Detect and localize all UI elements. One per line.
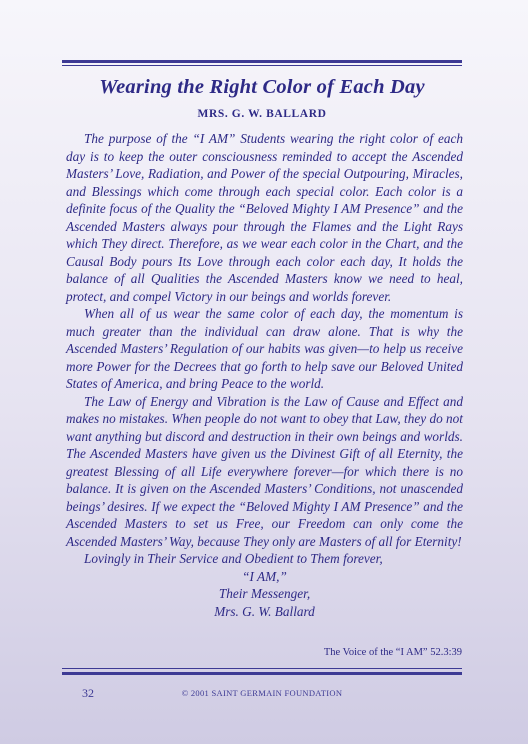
- closing-messenger: Their Messenger,: [218, 586, 311, 601]
- top-rule-thin: [62, 65, 462, 66]
- article-body: [66, 130, 463, 620]
- closing-signature: Mrs. G. W. Ballard: [214, 603, 315, 619]
- signature-block: [66, 568, 463, 621]
- paragraph-4: Lovingly in Their Service and Obedient to Them forever,: [84, 551, 383, 566]
- page-number: 32: [82, 686, 94, 700]
- closing-i-am: “I AM,”: [242, 568, 287, 584]
- paragraph-3: The Law of Energy and Vibration is the Law of Cause and Effect and makes no mistakes. When people do not want to obey that Law, they do not want anything but discord and destruction in their own beings and worlds. The Ascended Masters have given us the Divinest Gift of all Eternity, the greatest Blessing of all Life everywhere forever—for which there is no balance. It is given on the Ascended Masters’ Conditions, not unascended beings’ desires. If we expect the “Beloved Mighty I AM Presence” and the Ascended Masters to set us Free, our Freedom can only come the Ascended Masters’ Way, because They only are Masters of all for Eternity!: [66, 393, 463, 549]
- paragraph-1: The purpose of the “I AM” Students wearing the right color of each day is to keep the outer consciousness reminded to accept the Ascended Masters’ Love, Radiation, and Power of the special Outpouring, Miracles, and Blessings which come through each special color. Each color is a definite focus of the Quality the “Beloved Mighty I AM Presence” and the Ascended Masters always pour through the Flames and the Light Rays which They direct. Therefore, as we wear each color in the Chart, and the Causal Body pours Its Love through each color each day, It holds the balance of all Qualities the Ascended Masters know we need to heal, protect, and compel Victory in our beings and worlds forever.: [66, 131, 463, 304]
- source-citation: The Voice of the “I AM” 52.3:39: [323, 647, 462, 658]
- copyright-notice: © 2001 SAINT GERMAIN FOUNDATION: [181, 688, 343, 698]
- bottom-rule-thick: [62, 672, 462, 675]
- paragraph-2: When all of us wear the same color of each day, the momentum is much greater than the individual can draw alone. That is why the Ascended Masters’ Regulation of our habits was given—to help us receive more Power for the Decrees that go forth to help save our Beloved United States of America, and bring Peace to the world.: [66, 306, 463, 391]
- top-rule-thick: [62, 60, 462, 63]
- article-author: MRS. G. W. BALLARD: [197, 108, 327, 120]
- bottom-rule-thin: [62, 668, 462, 669]
- article-title: Wearing the Right Color of Each Day: [99, 76, 425, 98]
